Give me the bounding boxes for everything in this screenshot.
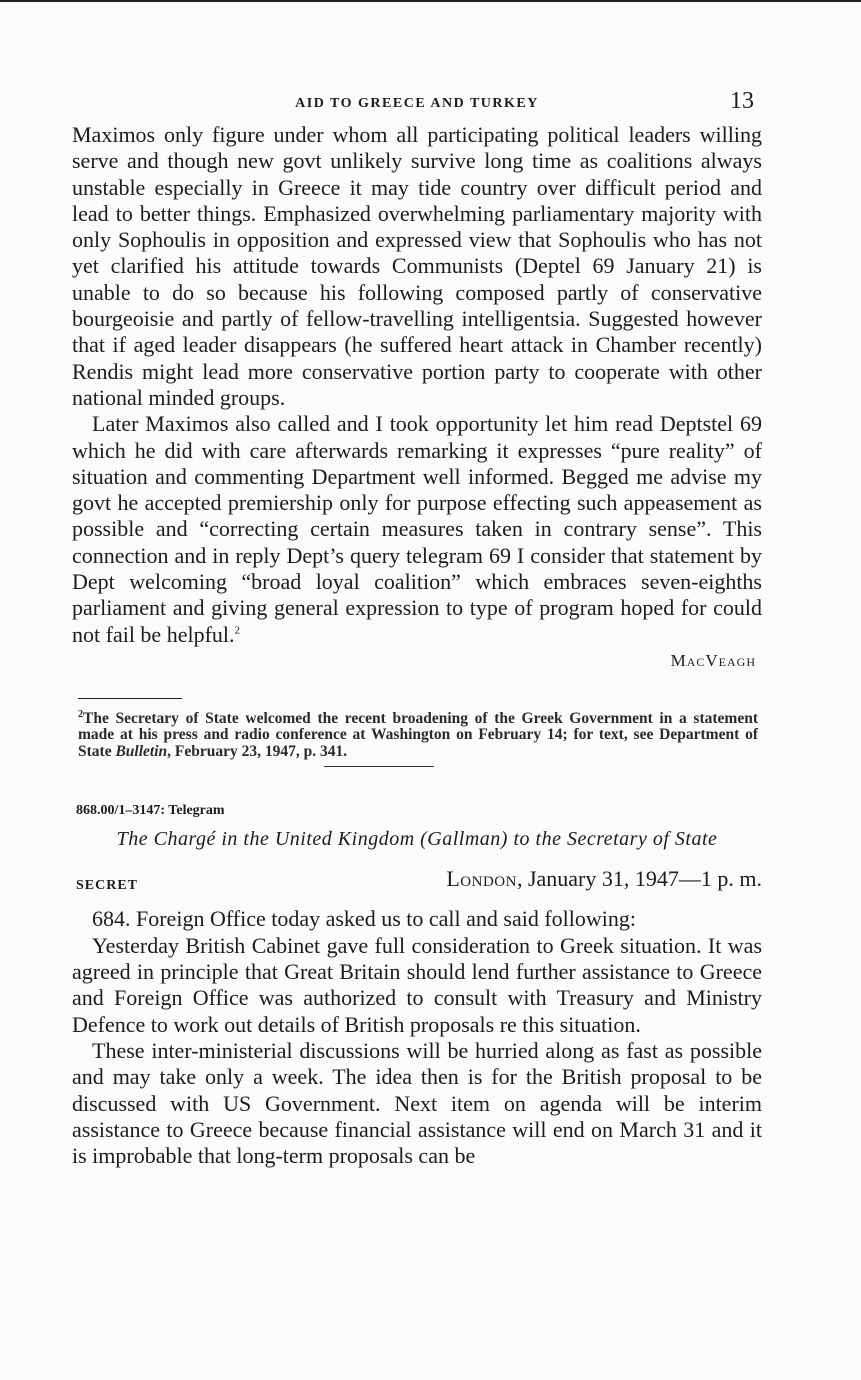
- dateline: [72, 866, 762, 906]
- footnote-2: [78, 708, 758, 761]
- footnote-bulletin: Bulletin: [115, 742, 168, 760]
- dateline-city: London: [446, 866, 517, 892]
- telegram-paragraph-3: These inter-ministerial discussions will be hurried along as fast as possible and may take only a week. The idea then is for the British proposal to be discussed with US Government. Next item on agenda will be interim assistance to Greece because financial assistance will end on March 31 and it is improbable that long-term proposals can be: [72, 1037, 762, 1169]
- footnote-text-after: , February 23, 1947, p. 341.: [167, 742, 348, 760]
- telegram-paragraph-1: 684. Foreign Office today asked us to call and said following:: [92, 906, 636, 932]
- footnote-reference: 2: [234, 624, 241, 637]
- dateline-date: , January 31, 1947—1 p. m.: [516, 866, 762, 892]
- signature-macveagh: MacVeagh: [670, 650, 756, 670]
- section-divider: [324, 766, 434, 767]
- top-border-rule: [0, 0, 861, 2]
- footnote-mark: 2: [78, 708, 83, 720]
- telegram-body: [72, 906, 762, 1169]
- footnote-text-before: The Secretary of State welcomed the recent broadening of the Greek Government in a statement made at his press and radio conference at Washington on February 14; for text, see Department of State: [78, 709, 758, 760]
- footnote-separator: [78, 698, 182, 699]
- letter1-paragraph-1: Maximos only figure under whom all participating political leaders willing serve and though new govt unlikely survive long time as coalitions always unstable especially in Greece it may tide country over difficult period and lead to better things. Emphasized overwhelming parliamentary majority with only Sophoulis in opposition and expressed view that Sophoulis who has not yet clarified his attitude towards Communists (Deptel 69 January 21) is unable to do so because his following composed partly of conservative bourgeoisie and partly of fellow-travelling intelligentsia. Suggested however that if aged leader disappears (he suffered heart attack in Chamber recently) Rendis might lead more conservative portion party to cooperate with other national minded groups.: [72, 122, 762, 410]
- document-page: [72, 88, 762, 1169]
- classification-label: SECRET: [76, 878, 139, 894]
- file-number: 868.00/1–3147: Telegram: [76, 803, 225, 819]
- running-title: AID TO GREECE AND TURKEY: [295, 96, 539, 111]
- letter1-paragraph-2: [72, 411, 762, 648]
- place-date: [446, 866, 762, 892]
- document-title: The Chargé in the United Kingdom (Gallman) to the Secretary of State: [116, 828, 718, 851]
- letter1-paragraph-2-text: Later Maximos also called and I took opportunity let him read Deptstel 69 which he did with care afterwards remarking it expresses “pure reality” of situation and commenting Department well informed. Begged me advise my govt he accepted premiership only for purpose effecting such appeasement as possible and “correcting certain measures taken in contrary sense”. This connection and in reply Dept’s query telegram 69 I consider that statement by Dept welcoming “broad loyal coalition” which embraces seven-eighths parliament and giving general expression to type of program hoped for could not fail be helpful.: [72, 411, 762, 647]
- page-number: 13: [730, 88, 754, 114]
- telegram-paragraph-2: Yesterday British Cabinet gave full consideration to Greek situation. It was agreed in principle that Great Britain should lend further assistance to Greece and Foreign Office was authorized to consult with Treasury and Ministry Defence to work out details of British proposals re this situation.: [72, 932, 762, 1037]
- running-header: [72, 88, 762, 122]
